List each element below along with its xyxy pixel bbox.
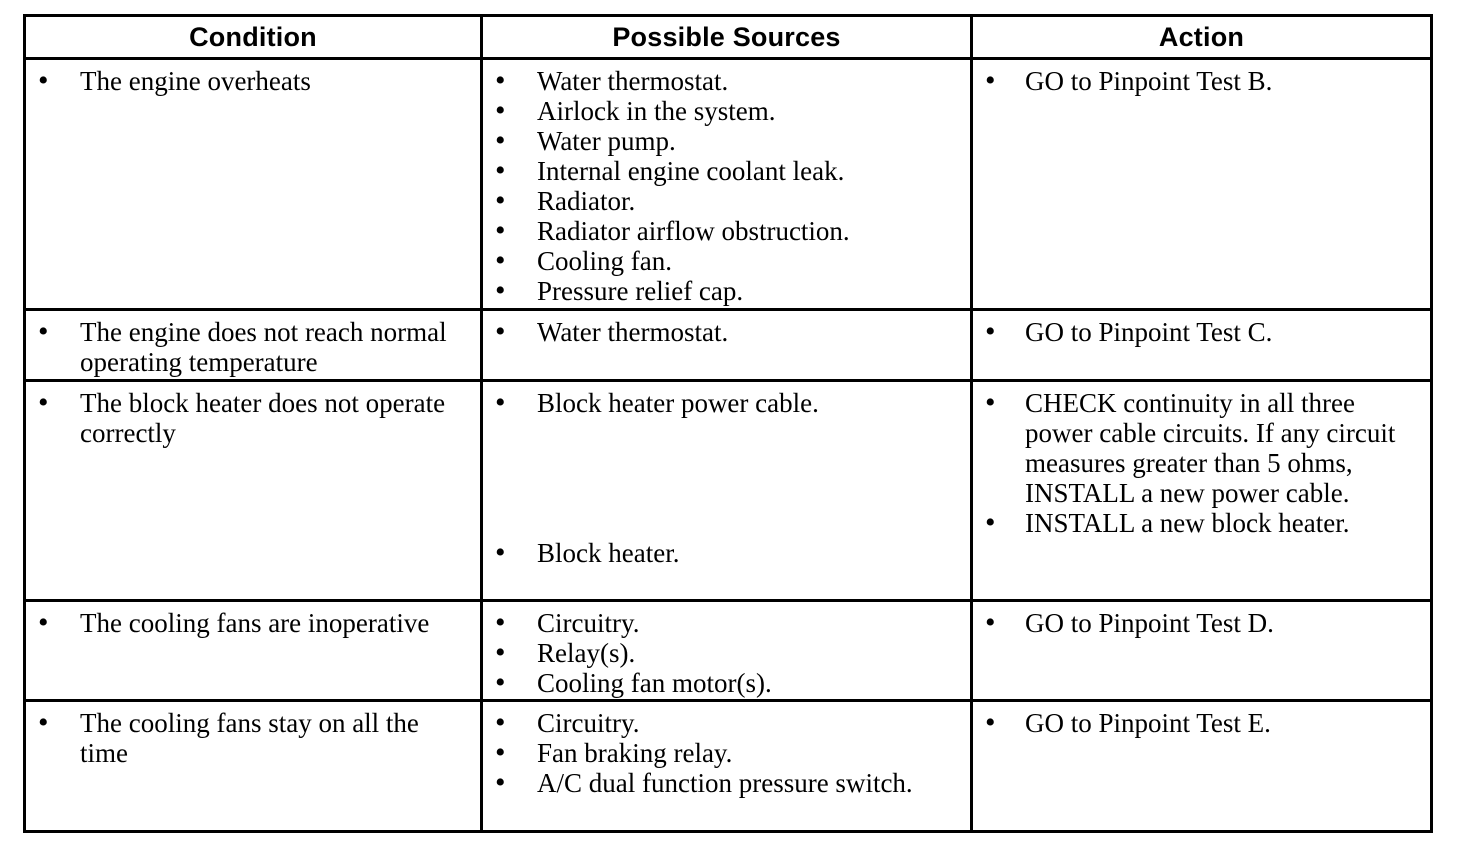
condition-cell (25, 601, 482, 701)
source-item: • Cooling fan. (483, 246, 970, 276)
sources-cell (482, 381, 972, 601)
source-item: • Cooling fan motor(s). (483, 668, 970, 698)
action-item: • GO to Pinpoint Test B. (973, 66, 1430, 96)
table-row (25, 310, 1432, 381)
action-cell (972, 601, 1432, 701)
sources-cell (482, 601, 972, 701)
source-item: • Circuitry. (483, 708, 970, 738)
action-cell (972, 310, 1432, 381)
action-cell (972, 59, 1432, 310)
condition-cell (25, 701, 482, 832)
source-item: • Airlock in the system. (483, 96, 970, 126)
condition-cell (25, 310, 482, 381)
source-item: • Circuitry. (483, 608, 970, 638)
header-row (25, 16, 1432, 59)
condition-cell (25, 59, 482, 310)
source-item: • Block heater power cable. (483, 388, 970, 418)
table-row (25, 381, 1432, 601)
action-item: • GO to Pinpoint Test C. (973, 317, 1430, 347)
action-item: • GO to Pinpoint Test E. (973, 708, 1430, 738)
source-item: • Water pump. (483, 126, 970, 156)
action-item: • GO to Pinpoint Test D. (973, 608, 1430, 638)
source-item: • Pressure relief cap. (483, 276, 970, 306)
table-row (25, 601, 1432, 701)
source-item: • Fan braking relay. (483, 738, 970, 768)
sources-cell (482, 59, 972, 310)
source-item: • Radiator airflow obstruction. (483, 216, 970, 246)
sources-cell (482, 701, 972, 832)
sources-cell (482, 310, 972, 381)
condition-text: • The cooling fans stay on all the time (26, 708, 480, 768)
action-cell (972, 701, 1432, 832)
source-item: • Block heater. (483, 538, 970, 568)
source-item: • Radiator. (483, 186, 970, 216)
action-item: • INSTALL a new block heater. (973, 508, 1430, 538)
source-item: • Relay(s). (483, 638, 970, 668)
source-item: • Water thermostat. (483, 66, 970, 96)
table-row (25, 59, 1432, 310)
action-item: • CHECK continuity in all three power cable circuits. If any circuit measures greater than 5 ohms, INSTALL a new power cable. (973, 388, 1430, 508)
condition-text: • The block heater does not operate correctly (26, 388, 480, 448)
diagnosis-table (23, 14, 1433, 833)
header-condition: Condition (25, 16, 482, 59)
condition-cell (25, 381, 482, 601)
table-row (25, 701, 1432, 832)
source-item: • Water thermostat. (483, 317, 970, 347)
header-possible-sources: Possible Sources (482, 16, 972, 59)
condition-text: • The engine does not reach normal operating temperature (26, 317, 480, 377)
action-cell (972, 381, 1432, 601)
source-item: • Internal engine coolant leak. (483, 156, 970, 186)
condition-text: • The cooling fans are inoperative (26, 608, 480, 638)
header-action: Action (972, 16, 1432, 59)
condition-text: • The engine overheats (26, 66, 480, 96)
source-item: • A/C dual function pressure switch. (483, 768, 970, 798)
